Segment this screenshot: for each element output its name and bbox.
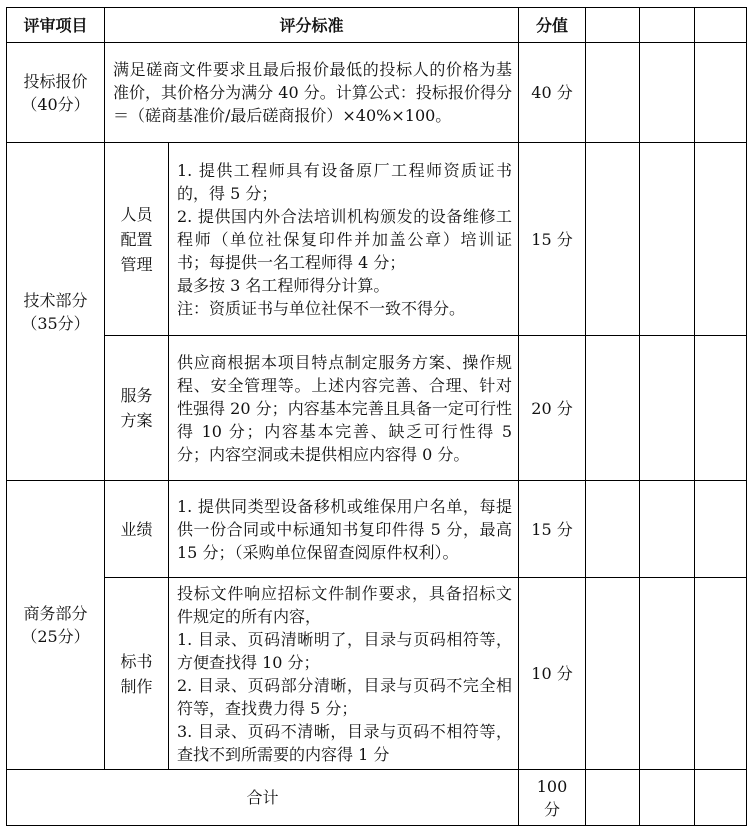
blank-cell [695, 578, 747, 770]
sub-item-personnel: 人员 配置 管理 [105, 143, 169, 336]
table-row-service [7, 336, 747, 481]
criteria-service: 供应商根据本项目特点制定服务方案、操作规程、安全管理等。上述内容完善、合理、针对性强得 20 分；内容基本完善且具备一定可行性得 10 分；内容基本完善、缺乏可行性得 5 分；内容空洞或未提供相应内容得 0 分。 [169, 336, 519, 481]
score-performance: 15 分 [519, 481, 586, 578]
header-item: 评审项目 [7, 8, 105, 43]
blank-cell [695, 336, 747, 481]
total-label: 合计 [7, 770, 519, 826]
blank-cell [640, 578, 695, 770]
criteria-bidding: 投标文件响应招标文件制作要求，具备招标文件规定的所有内容， 1. 目录、页码清晰明了，目录与页码相符等，方便查找得 10 分； 2. 目录、页码部分清晰，目录与页码不完全相符等，查找费力得 5 分； 3. 目录、页码不清晰，目录与页码不相符等，查找不到所需要的内容得 1 分 [169, 578, 519, 770]
header-blank-1 [586, 8, 640, 43]
blank-cell [586, 770, 640, 826]
header-criteria: 评分标准 [105, 8, 519, 43]
blank-cell [695, 143, 747, 336]
score-bidding: 10 分 [519, 578, 586, 770]
blank-cell [586, 143, 640, 336]
blank-cell [586, 481, 640, 578]
sub-item-bidding: 标书 制作 [105, 578, 169, 770]
sub-item-service: 服务 方案 [105, 336, 169, 481]
blank-cell [640, 770, 695, 826]
table-row-personnel [7, 143, 747, 336]
criteria-price: 满足磋商文件要求且最后报价最低的投标人的价格为基准价，其价格分为满分 40 分。计算公式：投标报价得分＝（磋商基准价/最后磋商报价）×40%×100。 [105, 43, 519, 143]
score-total: 100 分 [519, 770, 586, 826]
score-personnel: 15 分 [519, 143, 586, 336]
table-row-performance [7, 481, 747, 578]
blank-cell [586, 336, 640, 481]
score-service: 20 分 [519, 336, 586, 481]
criteria-performance: 1. 提供同类型设备移机或维保用户名单，每提供一份合同或中标通知书复印件得 5 分，最高 15 分；（采购单位保留查阅原件权利）。 [169, 481, 519, 578]
blank-cell [695, 43, 747, 143]
header-score: 分值 [519, 8, 586, 43]
header-blank-3 [695, 8, 747, 43]
category-technical: 技术部分 （35分） [7, 143, 105, 481]
criteria-personnel: 1. 提供工程师具有设备原厂工程师资质证书的，得 5 分； 2. 提供国内外合法培训机构颁发的设备维修工程师（单位社保复印件并加盖公章）培训证书；每提供一名工程师得 4 分； 最多按 3 名工程师得分计算。 注：资质证书与单位社保不一致不得分。 [169, 143, 519, 336]
category-business: 商务部分 （25分） [7, 481, 105, 770]
blank-cell [695, 770, 747, 826]
blank-cell [640, 481, 695, 578]
category-price: 投标报价 （40分） [7, 43, 105, 143]
blank-cell [586, 578, 640, 770]
blank-cell [640, 43, 695, 143]
blank-cell [586, 43, 640, 143]
blank-cell [640, 143, 695, 336]
blank-cell [695, 481, 747, 578]
scoring-table [6, 7, 747, 826]
score-price: 40 分 [519, 43, 586, 143]
table-row-price [7, 43, 747, 143]
table-row-bidding [7, 578, 747, 770]
sub-item-performance: 业绩 [105, 481, 169, 578]
table-row-total [7, 770, 747, 826]
header-blank-2 [640, 8, 695, 43]
header-row [7, 8, 747, 43]
blank-cell [640, 336, 695, 481]
